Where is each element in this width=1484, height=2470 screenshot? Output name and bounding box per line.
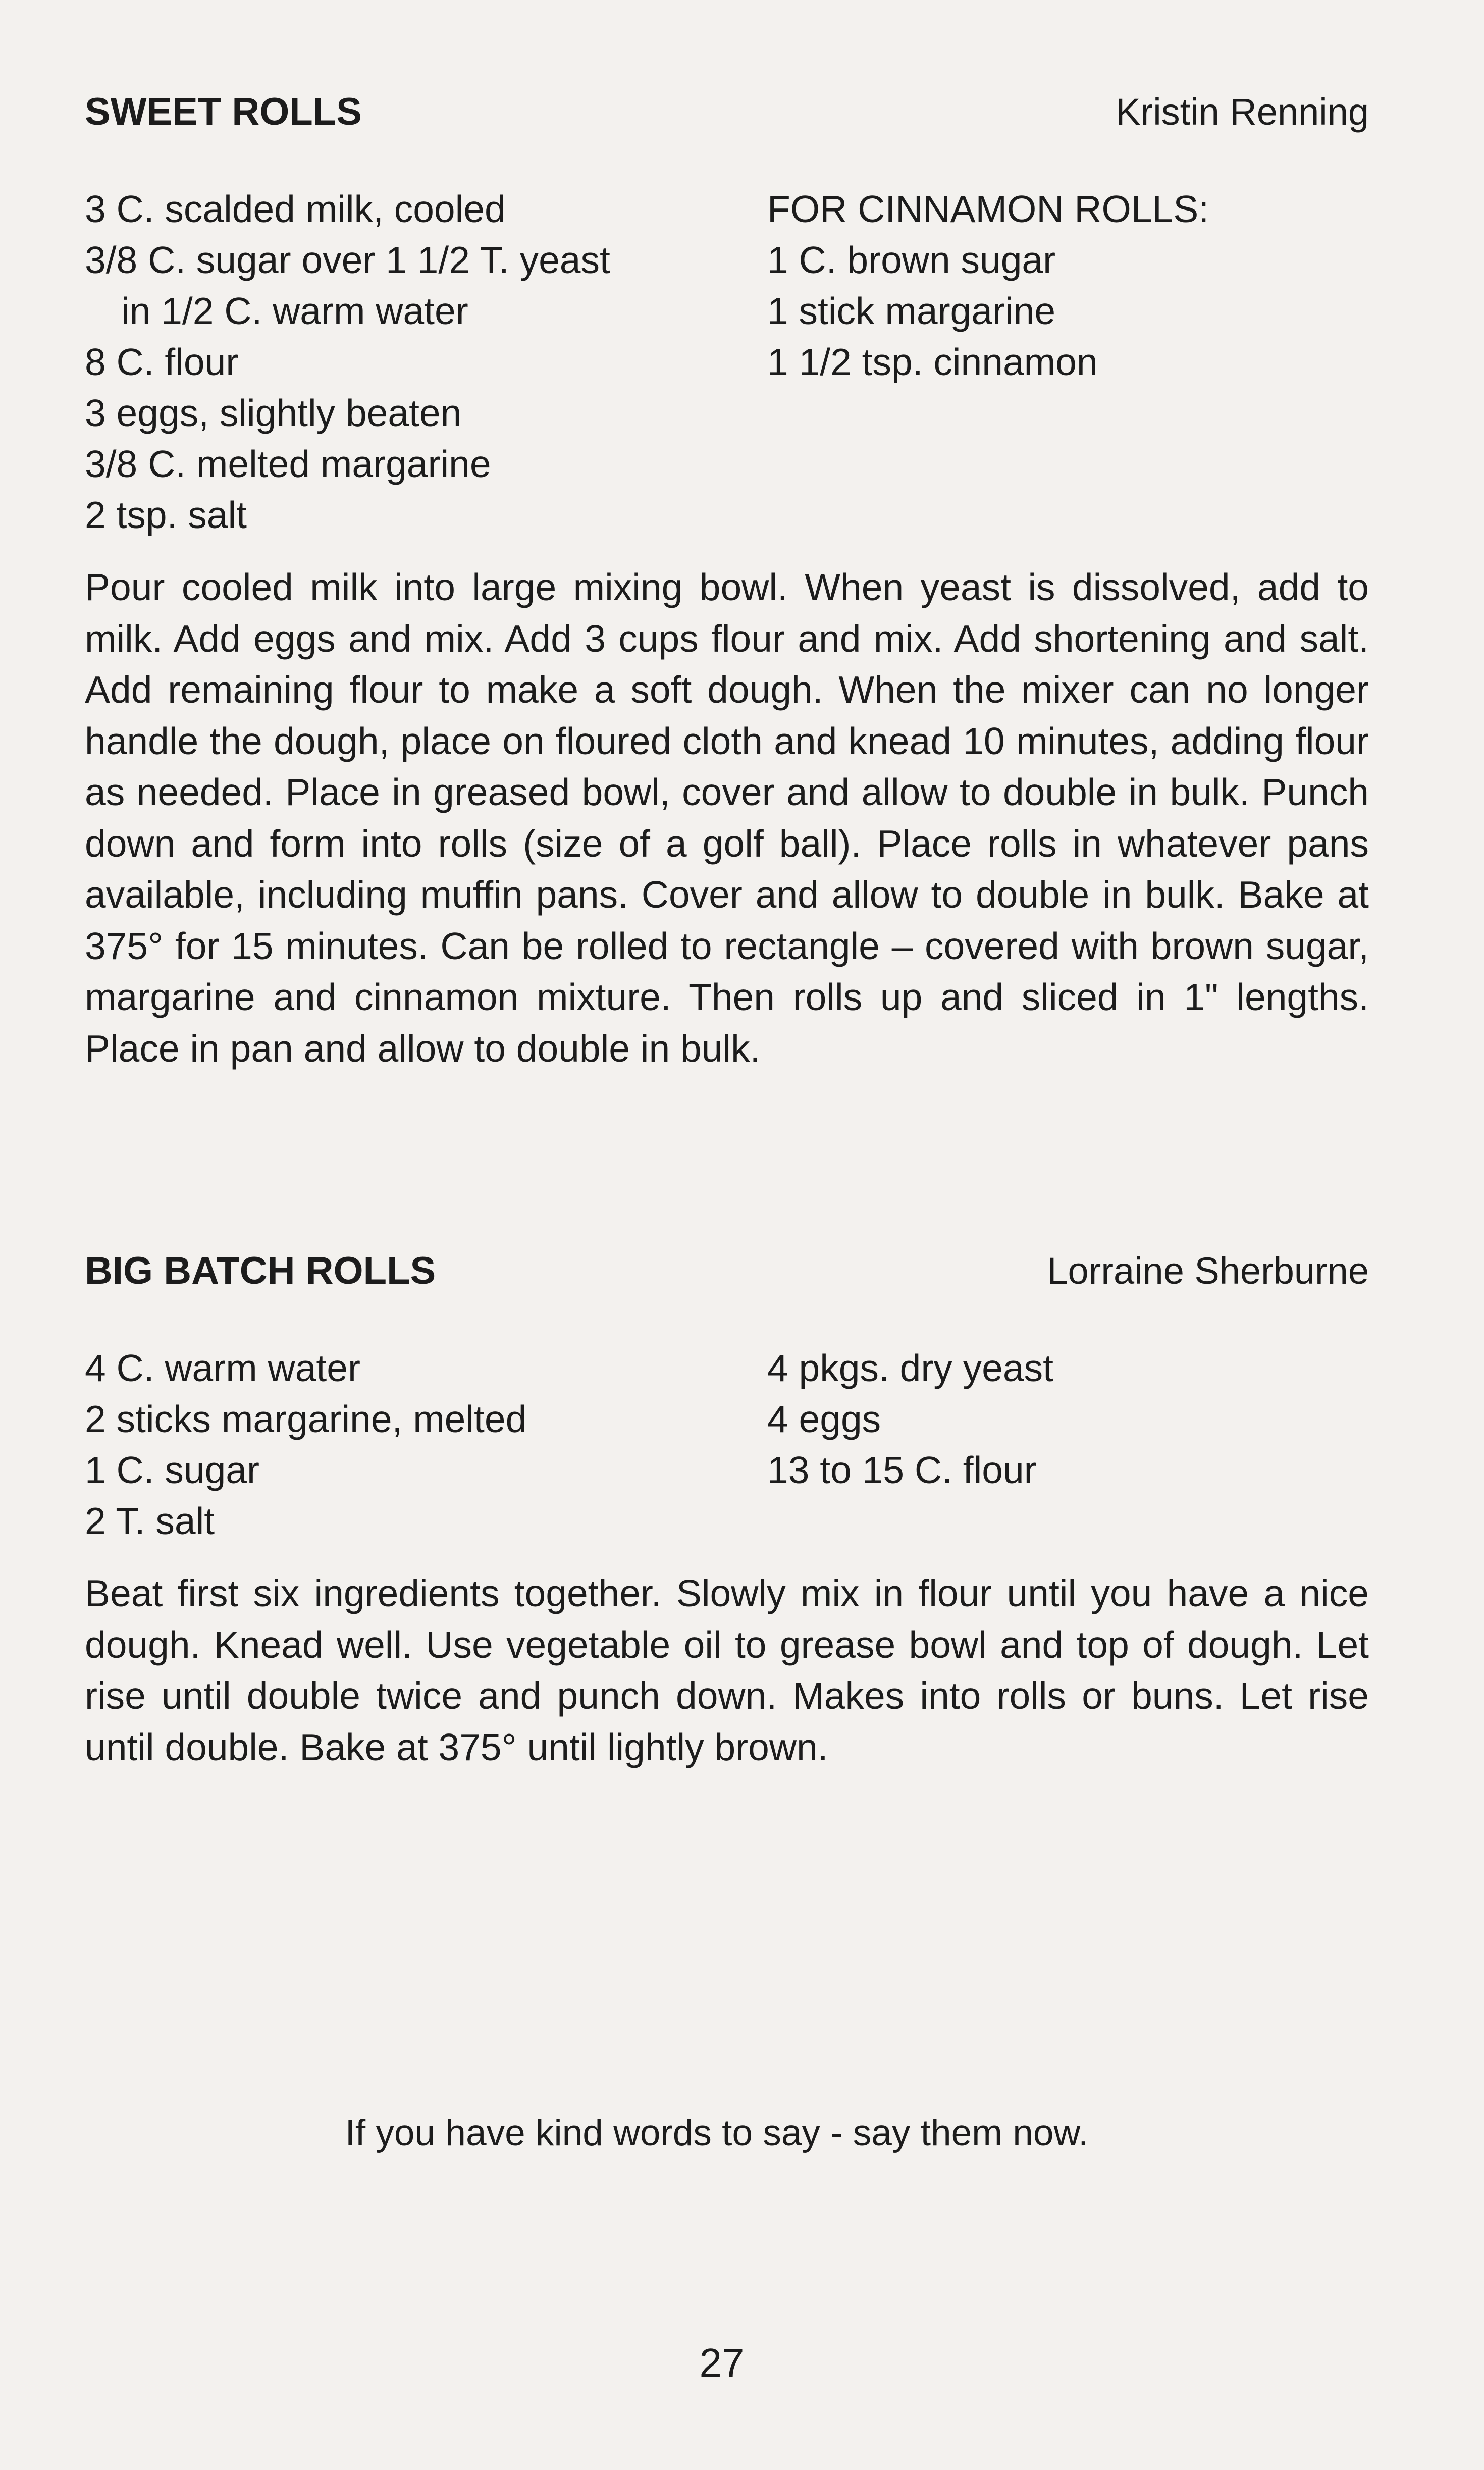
ingredient-item: in 1/2 C. warm water [121, 290, 468, 332]
recipe-header [85, 90, 1369, 140]
recipe-directions: Pour cooled milk into large mixing bowl. When yeast is dissolved, add to milk. Add eggs and mix. Add 3 cups flour and mix. Add shortening and salt. Add remaining flour to make a soft dough. When the mixer can no longer handle the dough, place on floured cloth and knead 10 minutes, adding flour as needed. Place in greased bowl, cover and allow to double in bulk. Punch down and form into rolls (size of a golf ball). Place rolls in whatever pans available, including muffin pans. Cover and allow to double in bulk. Bake at 375° for 15 minutes. Can be rolled to rectangle – covered with brown sugar, margarine and cinnamon mixture. Then rolls up and sliced in 1" lengths. Place in pan and allow to double in bulk. [85, 566, 1369, 1070]
page-number-text: 27 [699, 2340, 745, 2385]
recipe-title: BIG BATCH ROLLS [85, 1249, 436, 1292]
recipe-sweet-rolls [85, 90, 1369, 1074]
ingredient-item: 1 stick margarine [767, 290, 1056, 332]
ingredient-column-right [767, 1343, 1369, 1547]
ingredient-item: 1 1/2 tsp. cinnamon [767, 341, 1098, 383]
ingredient-item: 3 eggs, slightly beaten [85, 392, 462, 434]
ingredient-list [85, 184, 1369, 541]
ingredient-item: 4 C. warm water [85, 1347, 360, 1389]
ingredient-item: 1 C. sugar [85, 1449, 259, 1491]
recipe-author: Lorraine Sherburne [1047, 1250, 1369, 1292]
ingredient-list [85, 1343, 1369, 1547]
ingredient-item: 2 T. salt [85, 1500, 215, 1542]
page-number [0, 2340, 1484, 2386]
ingredient-item: 1 C. brown sugar [767, 239, 1056, 281]
ingredient-item: 3/8 C. melted margarine [85, 443, 491, 485]
ingredient-column-left [85, 184, 767, 541]
ingredient-item: 4 eggs [767, 1398, 881, 1440]
ingredient-item: 2 sticks margarine, melted [85, 1398, 527, 1440]
ingredient-subheading: FOR CINNAMON ROLLS: [767, 188, 1209, 230]
ingredient-item: 4 pkgs. dry yeast [767, 1347, 1053, 1389]
ingredient-column-right [767, 184, 1369, 541]
ingredient-column-left [85, 1343, 767, 1547]
footer-quote [0, 2112, 1484, 2154]
ingredient-item: 13 to 15 C. flour [767, 1449, 1037, 1491]
recipe-big-batch-rolls [85, 1249, 1369, 1773]
ingredient-item: 3 C. scalded milk, cooled [85, 188, 506, 230]
quote-text: If you have kind words to say - say them now. [345, 2113, 1089, 2153]
recipe-directions: Beat first six ingredients together. Slowly mix in flour until you have a nice dough. Knead well. Use vegetable oil to grease bowl and top of dough. Let rise until double twice and punch down. Makes into rolls or buns. Let rise until double. Bake at 375° until lightly brown. [85, 1572, 1369, 1768]
recipe-header [85, 1249, 1369, 1299]
ingredient-item: 8 C. flour [85, 341, 239, 383]
recipe-author: Kristin Renning [1116, 91, 1369, 133]
ingredient-item: 3/8 C. sugar over 1 1/2 T. yeast [85, 239, 610, 281]
ingredient-item: 2 tsp. salt [85, 494, 247, 536]
recipe-title: SWEET ROLLS [85, 90, 362, 133]
